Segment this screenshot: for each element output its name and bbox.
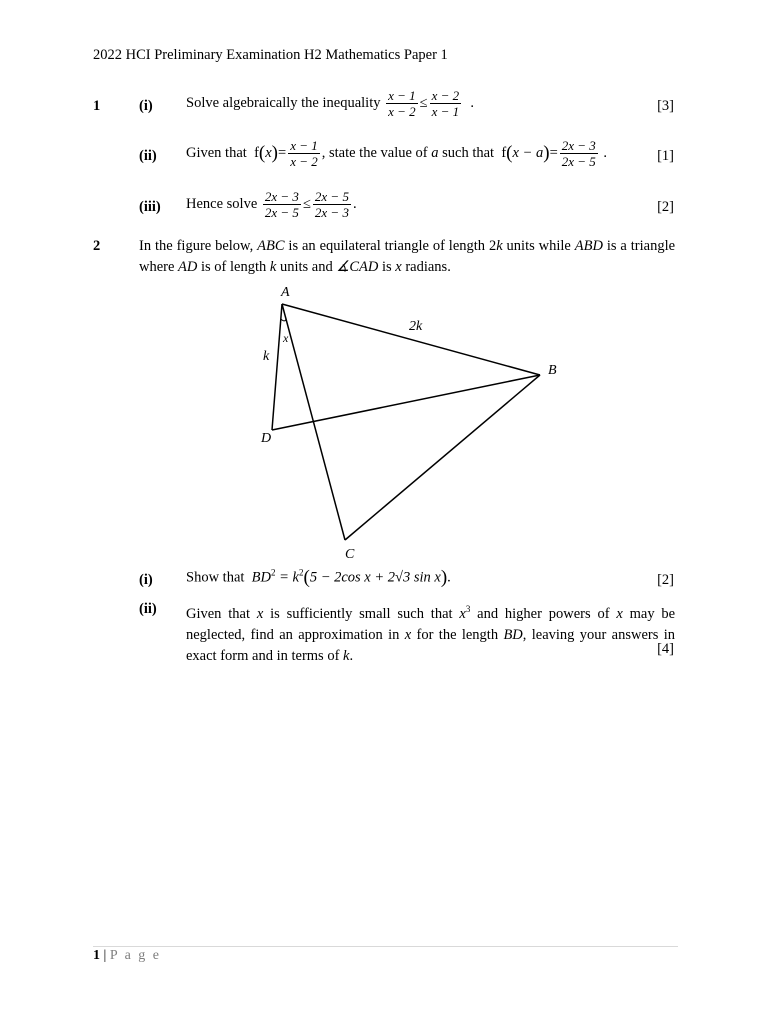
segment-ad: [272, 304, 282, 430]
segment-bc: [345, 375, 540, 540]
side-ab-label: 2k: [409, 319, 423, 334]
q1-part-i-marks: [3]: [657, 98, 674, 114]
page-header-title: 2022 HCI Preliminary Examination H2 Mathematics Paper 1: [93, 47, 448, 63]
q1-part-ii-label: (ii): [139, 148, 157, 164]
question-1-number: 1: [93, 98, 101, 114]
hence-rhs-fraction: $\frac{2x - 5}{2x - 3}$: [314, 189, 349, 220]
q1-part-iii-label: (iii): [139, 199, 161, 215]
vertex-c-label: C: [345, 547, 355, 562]
question-2-number: 2: [93, 238, 101, 254]
fa-fraction: $\frac{2x - 3}{2x - 5}$: [561, 138, 596, 169]
page-footer: [93, 948, 161, 964]
q2-part-ii-text: Given that x is sufficiently small such that $x^3$ and higher powers of x may be neglected, find an approximation in x for the length BD, leaving your answers in exact form and in terms of k.: [186, 604, 676, 664]
hence-lhs-fraction: $\frac{2x - 3}{2x - 5}$: [264, 189, 299, 220]
segment-ab: [282, 304, 540, 375]
q1-part-iii-text: Hence solve $\frac{2x - 3}{2x - 5}$ ≤ $\frac{2x - 5}{2x - 3}$ .: [186, 189, 357, 220]
ineq-lhs-fraction: $\frac{x - 1}{x - 2}$: [388, 88, 416, 119]
ineq-rhs-fraction: $\frac{x - 2}{x - 1}$: [431, 88, 460, 119]
q1-part-ii-marks: [1]: [657, 148, 674, 164]
page-word: P a g e: [109, 948, 162, 963]
triangle-figure: [250, 278, 570, 568]
page-number: 1: [93, 948, 100, 963]
angle-x-label: x: [283, 331, 289, 345]
q2-part-i-text: Show that $BD^2 = k^2(5 - 2\cos$ x + 2√3 sin x).: [186, 567, 451, 588]
vertex-b-label: B: [548, 363, 557, 378]
q2-part-ii-marks: [4]: [657, 641, 674, 657]
q2-intro: In the figure below, ABC is an equilateral triangle of length 2k units while ABD is a triangle where AD is of length k units and ∡CAD is x radians.: [139, 238, 676, 275]
side-ad-label: k: [263, 349, 270, 364]
q1-part-ii-text: Given that f(x)= $\frac{x - 1}{x - 2}$ , state the value of a such that f(x − a)= $\frac{2x - 3}{2x - 5}$ .: [186, 138, 608, 169]
q2-part-i-label: (i): [139, 572, 153, 588]
f-fraction: $\frac{x - 1}{x - 2}$: [290, 138, 318, 169]
footer-rule: [93, 946, 678, 947]
q1-part-iii-marks: [2]: [657, 199, 674, 215]
segment-db: [272, 375, 540, 430]
q2-part-i-marks: [2]: [657, 572, 674, 588]
vertex-a-label: A: [281, 285, 290, 300]
q1-part-i-label: (i): [139, 98, 153, 114]
footer-separator: |: [103, 948, 107, 963]
q1-part-i-text: Solve algebraically the inequality $\frac{x - 1}{x - 2}$ ≤ $\frac{x - 2}{x - 1}$ .: [186, 88, 475, 119]
q2-part-ii-label: (ii): [139, 601, 157, 617]
vertex-d-label: D: [261, 431, 272, 446]
